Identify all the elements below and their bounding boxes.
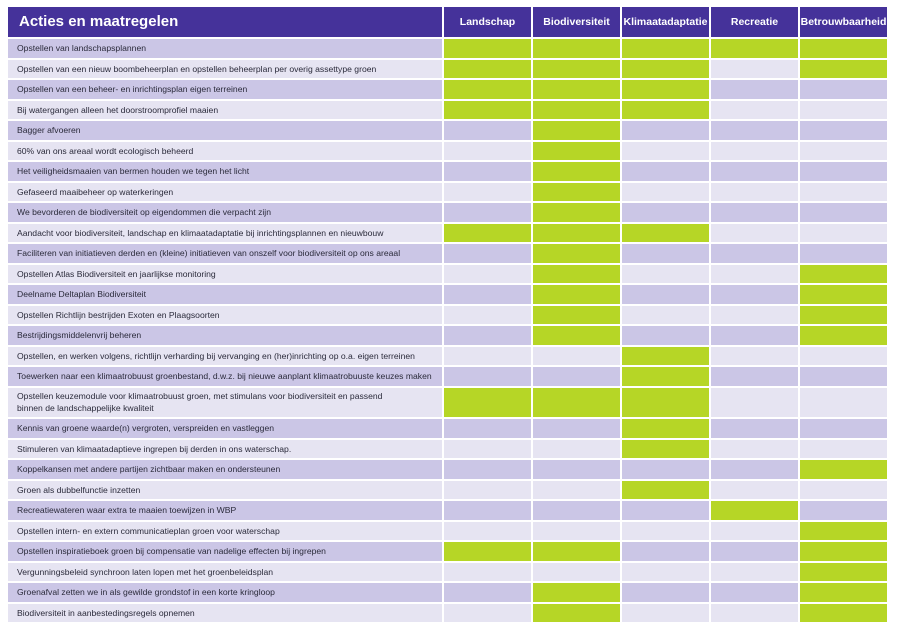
- table-row: [8, 604, 889, 625]
- marked-cell: [444, 101, 533, 122]
- table-body: [8, 39, 889, 624]
- marked-cell: [533, 326, 622, 347]
- empty-cell: [800, 347, 889, 368]
- row-label: Opstellen van landschapsplannen: [8, 39, 444, 60]
- column-header-betrouwbaarheid: Betrouwbaarheid: [800, 7, 889, 39]
- column-header-klimaatadaptatie: Klimaatadaptatie: [622, 7, 711, 39]
- marked-cell: [533, 542, 622, 563]
- empty-cell: [800, 501, 889, 522]
- marked-cell: [800, 285, 889, 306]
- row-label: Recreatiewateren waar extra te maaien toewijzen in WBP: [8, 501, 444, 522]
- empty-cell: [444, 563, 533, 584]
- row-label: Deelname Deltaplan Biodiversiteit: [8, 285, 444, 306]
- row-label: Opstellen, en werken volgens, richtlijn verharding bij vervanging en (her)inrichting op o.a. eigen terreinen: [8, 347, 444, 368]
- row-label: Groen als dubbelfunctie inzetten: [8, 481, 444, 502]
- empty-cell: [800, 80, 889, 101]
- marked-cell: [622, 60, 711, 81]
- marked-cell: [800, 522, 889, 543]
- marked-cell: [622, 224, 711, 245]
- marked-cell: [622, 388, 711, 420]
- empty-cell: [444, 121, 533, 142]
- empty-cell: [800, 388, 889, 420]
- marked-cell: [800, 542, 889, 563]
- marked-cell: [800, 265, 889, 286]
- empty-cell: [711, 563, 800, 584]
- empty-cell: [711, 347, 800, 368]
- empty-cell: [711, 367, 800, 388]
- empty-cell: [533, 440, 622, 461]
- table-row: [8, 224, 889, 245]
- table-row: [8, 460, 889, 481]
- empty-cell: [533, 481, 622, 502]
- row-label: Het veiligheidsmaaien van bermen houden we tegen het licht: [8, 162, 444, 183]
- row-label: Toewerken naar een klimaatrobuust groenbestand, d.w.z. bij nieuwe aanplant klimaatrobuuste keuzes maken: [8, 367, 444, 388]
- marked-cell: [533, 583, 622, 604]
- marked-cell: [622, 367, 711, 388]
- row-label: Biodiversiteit in aanbestedingsregels opnemen: [8, 604, 444, 625]
- marked-cell: [622, 347, 711, 368]
- column-header-recreatie: Recreatie: [711, 7, 800, 39]
- empty-cell: [622, 244, 711, 265]
- table-row: [8, 501, 889, 522]
- row-label: We bevorderen de biodiversiteit op eigendommen die verpacht zijn: [8, 203, 444, 224]
- empty-cell: [711, 101, 800, 122]
- empty-cell: [800, 121, 889, 142]
- table-row: [8, 326, 889, 347]
- empty-cell: [711, 183, 800, 204]
- row-label: Opstellen Atlas Biodiversiteit en jaarlijkse monitoring: [8, 265, 444, 286]
- table-row: [8, 203, 889, 224]
- empty-cell: [800, 224, 889, 245]
- empty-cell: [533, 563, 622, 584]
- table-row: [8, 80, 889, 101]
- empty-cell: [444, 203, 533, 224]
- empty-cell: [711, 203, 800, 224]
- row-label: Opstellen van een beheer- en inrichtingsplan eigen terreinen: [8, 80, 444, 101]
- marked-cell: [800, 604, 889, 625]
- empty-cell: [622, 542, 711, 563]
- empty-cell: [800, 367, 889, 388]
- marked-cell: [711, 501, 800, 522]
- empty-cell: [711, 419, 800, 440]
- empty-cell: [622, 162, 711, 183]
- empty-cell: [444, 285, 533, 306]
- marked-cell: [533, 203, 622, 224]
- marked-cell: [622, 481, 711, 502]
- empty-cell: [711, 224, 800, 245]
- empty-cell: [800, 419, 889, 440]
- empty-cell: [533, 522, 622, 543]
- empty-cell: [444, 481, 533, 502]
- row-label: Bestrijdingsmiddelenvrij beheren: [8, 326, 444, 347]
- marked-cell: [800, 563, 889, 584]
- empty-cell: [711, 285, 800, 306]
- empty-cell: [711, 121, 800, 142]
- empty-cell: [444, 440, 533, 461]
- table-row: [8, 367, 889, 388]
- marked-cell: [800, 306, 889, 327]
- table-row: [8, 388, 889, 420]
- empty-cell: [444, 367, 533, 388]
- marked-cell: [533, 285, 622, 306]
- marked-cell: [800, 583, 889, 604]
- table-row: [8, 244, 889, 265]
- empty-cell: [711, 142, 800, 163]
- empty-cell: [444, 244, 533, 265]
- row-label: 60% van ons areaal wordt ecologisch beheerd: [8, 142, 444, 163]
- empty-cell: [711, 60, 800, 81]
- empty-cell: [533, 419, 622, 440]
- column-header-landschap: Landschap: [444, 7, 533, 39]
- empty-cell: [711, 388, 800, 420]
- empty-cell: [711, 542, 800, 563]
- row-label: Groenafval zetten we in als gewilde grondstof in een korte kringloop: [8, 583, 444, 604]
- empty-cell: [800, 481, 889, 502]
- empty-cell: [622, 306, 711, 327]
- table-row: [8, 285, 889, 306]
- row-label: Opstellen van een nieuw boombeheerplan en opstellen beheerplan per overig assettype groen: [8, 60, 444, 81]
- row-label: Vergunningsbeleid synchroon laten lopen met het groenbeleidsplan: [8, 563, 444, 584]
- table-row: [8, 162, 889, 183]
- row-label: Opstellen inspiratieboek groen bij compensatie van nadelige effecten bij ingrepen: [8, 542, 444, 563]
- empty-cell: [444, 265, 533, 286]
- empty-cell: [622, 265, 711, 286]
- empty-cell: [444, 162, 533, 183]
- table-title: Acties en maatregelen: [8, 7, 444, 39]
- row-label: Stimuleren van klimaatadaptieve ingrepen bij derden in ons waterschap.: [8, 440, 444, 461]
- empty-cell: [622, 121, 711, 142]
- marked-cell: [533, 183, 622, 204]
- empty-cell: [622, 563, 711, 584]
- marked-cell: [800, 326, 889, 347]
- marked-cell: [533, 265, 622, 286]
- empty-cell: [711, 265, 800, 286]
- marked-cell: [533, 142, 622, 163]
- marked-cell: [444, 542, 533, 563]
- row-label: Faciliteren van initiatieven derden en (kleine) initiatieven van onszelf voor biodiversiteit op ons areaal: [8, 244, 444, 265]
- empty-cell: [711, 326, 800, 347]
- empty-cell: [800, 142, 889, 163]
- marked-cell: [622, 101, 711, 122]
- table-row: [8, 542, 889, 563]
- marked-cell: [444, 80, 533, 101]
- empty-cell: [622, 183, 711, 204]
- empty-cell: [711, 481, 800, 502]
- row-label: Koppelkansen met andere partijen zichtbaar maken en ondersteunen: [8, 460, 444, 481]
- table-row: [8, 306, 889, 327]
- marked-cell: [444, 224, 533, 245]
- empty-cell: [711, 306, 800, 327]
- marked-cell: [533, 604, 622, 625]
- table-row: [8, 121, 889, 142]
- table-row: [8, 419, 889, 440]
- empty-cell: [711, 460, 800, 481]
- marked-cell: [622, 80, 711, 101]
- empty-cell: [711, 604, 800, 625]
- table-row: [8, 481, 889, 502]
- row-label: Bij watergangen alleen het doorstroomprofiel maaien: [8, 101, 444, 122]
- table-row: [8, 265, 889, 286]
- row-label: Opstellen Richtlijn bestrijden Exoten en Plaagsoorten: [8, 306, 444, 327]
- marked-cell: [622, 440, 711, 461]
- empty-cell: [444, 326, 533, 347]
- table-row: [8, 101, 889, 122]
- empty-cell: [622, 142, 711, 163]
- marked-cell: [800, 39, 889, 60]
- marked-cell: [533, 306, 622, 327]
- marked-cell: [533, 162, 622, 183]
- marked-cell: [533, 39, 622, 60]
- table-row: [8, 583, 889, 604]
- empty-cell: [444, 347, 533, 368]
- empty-cell: [800, 162, 889, 183]
- marked-cell: [533, 121, 622, 142]
- empty-cell: [711, 244, 800, 265]
- row-label: Kennis van groene waarde(n) vergroten, verspreiden en vastleggen: [8, 419, 444, 440]
- empty-cell: [622, 203, 711, 224]
- empty-cell: [533, 367, 622, 388]
- empty-cell: [533, 460, 622, 481]
- empty-cell: [711, 440, 800, 461]
- action-matrix-table: [8, 7, 889, 624]
- empty-cell: [444, 142, 533, 163]
- empty-cell: [444, 604, 533, 625]
- table-row: [8, 60, 889, 81]
- empty-cell: [622, 604, 711, 625]
- row-label: Opstellen intern- en extern communicatieplan groen voor waterschap: [8, 522, 444, 543]
- marked-cell: [711, 39, 800, 60]
- table-row: [8, 39, 889, 60]
- empty-cell: [444, 183, 533, 204]
- empty-cell: [711, 162, 800, 183]
- row-label: Aandacht voor biodiversiteit, landschap en klimaatadaptatie bij inrichtingsplannen en nieuwbouw: [8, 224, 444, 245]
- empty-cell: [622, 501, 711, 522]
- marked-cell: [622, 419, 711, 440]
- marked-cell: [533, 388, 622, 420]
- marked-cell: [533, 80, 622, 101]
- empty-cell: [444, 419, 533, 440]
- empty-cell: [533, 347, 622, 368]
- marked-cell: [444, 60, 533, 81]
- empty-cell: [444, 501, 533, 522]
- empty-cell: [622, 326, 711, 347]
- table-row: [8, 440, 889, 461]
- marked-cell: [800, 460, 889, 481]
- empty-cell: [444, 306, 533, 327]
- marked-cell: [444, 388, 533, 420]
- empty-cell: [711, 80, 800, 101]
- marked-cell: [800, 60, 889, 81]
- empty-cell: [711, 522, 800, 543]
- marked-cell: [533, 60, 622, 81]
- empty-cell: [444, 583, 533, 604]
- empty-cell: [800, 203, 889, 224]
- empty-cell: [622, 460, 711, 481]
- empty-cell: [444, 522, 533, 543]
- empty-cell: [800, 244, 889, 265]
- marked-cell: [444, 39, 533, 60]
- table-row: [8, 522, 889, 543]
- empty-cell: [622, 285, 711, 306]
- empty-cell: [711, 583, 800, 604]
- marked-cell: [533, 101, 622, 122]
- table-row: [8, 347, 889, 368]
- empty-cell: [622, 583, 711, 604]
- table-row: [8, 183, 889, 204]
- empty-cell: [533, 501, 622, 522]
- column-header-biodiversiteit: Biodiversiteit: [533, 7, 622, 39]
- empty-cell: [622, 522, 711, 543]
- table-row: [8, 563, 889, 584]
- empty-cell: [800, 183, 889, 204]
- row-label: Gefaseerd maaibeheer op waterkeringen: [8, 183, 444, 204]
- row-label: Bagger afvoeren: [8, 121, 444, 142]
- header-row: [8, 7, 889, 39]
- marked-cell: [533, 244, 622, 265]
- row-label: Opstellen keuzemodule voor klimaatrobuust groen, met stimulans voor biodiversiteit en passend binnen de landschappelijke kwaliteit: [8, 388, 444, 420]
- marked-cell: [533, 224, 622, 245]
- empty-cell: [800, 101, 889, 122]
- empty-cell: [800, 440, 889, 461]
- table-row: [8, 142, 889, 163]
- empty-cell: [444, 460, 533, 481]
- marked-cell: [622, 39, 711, 60]
